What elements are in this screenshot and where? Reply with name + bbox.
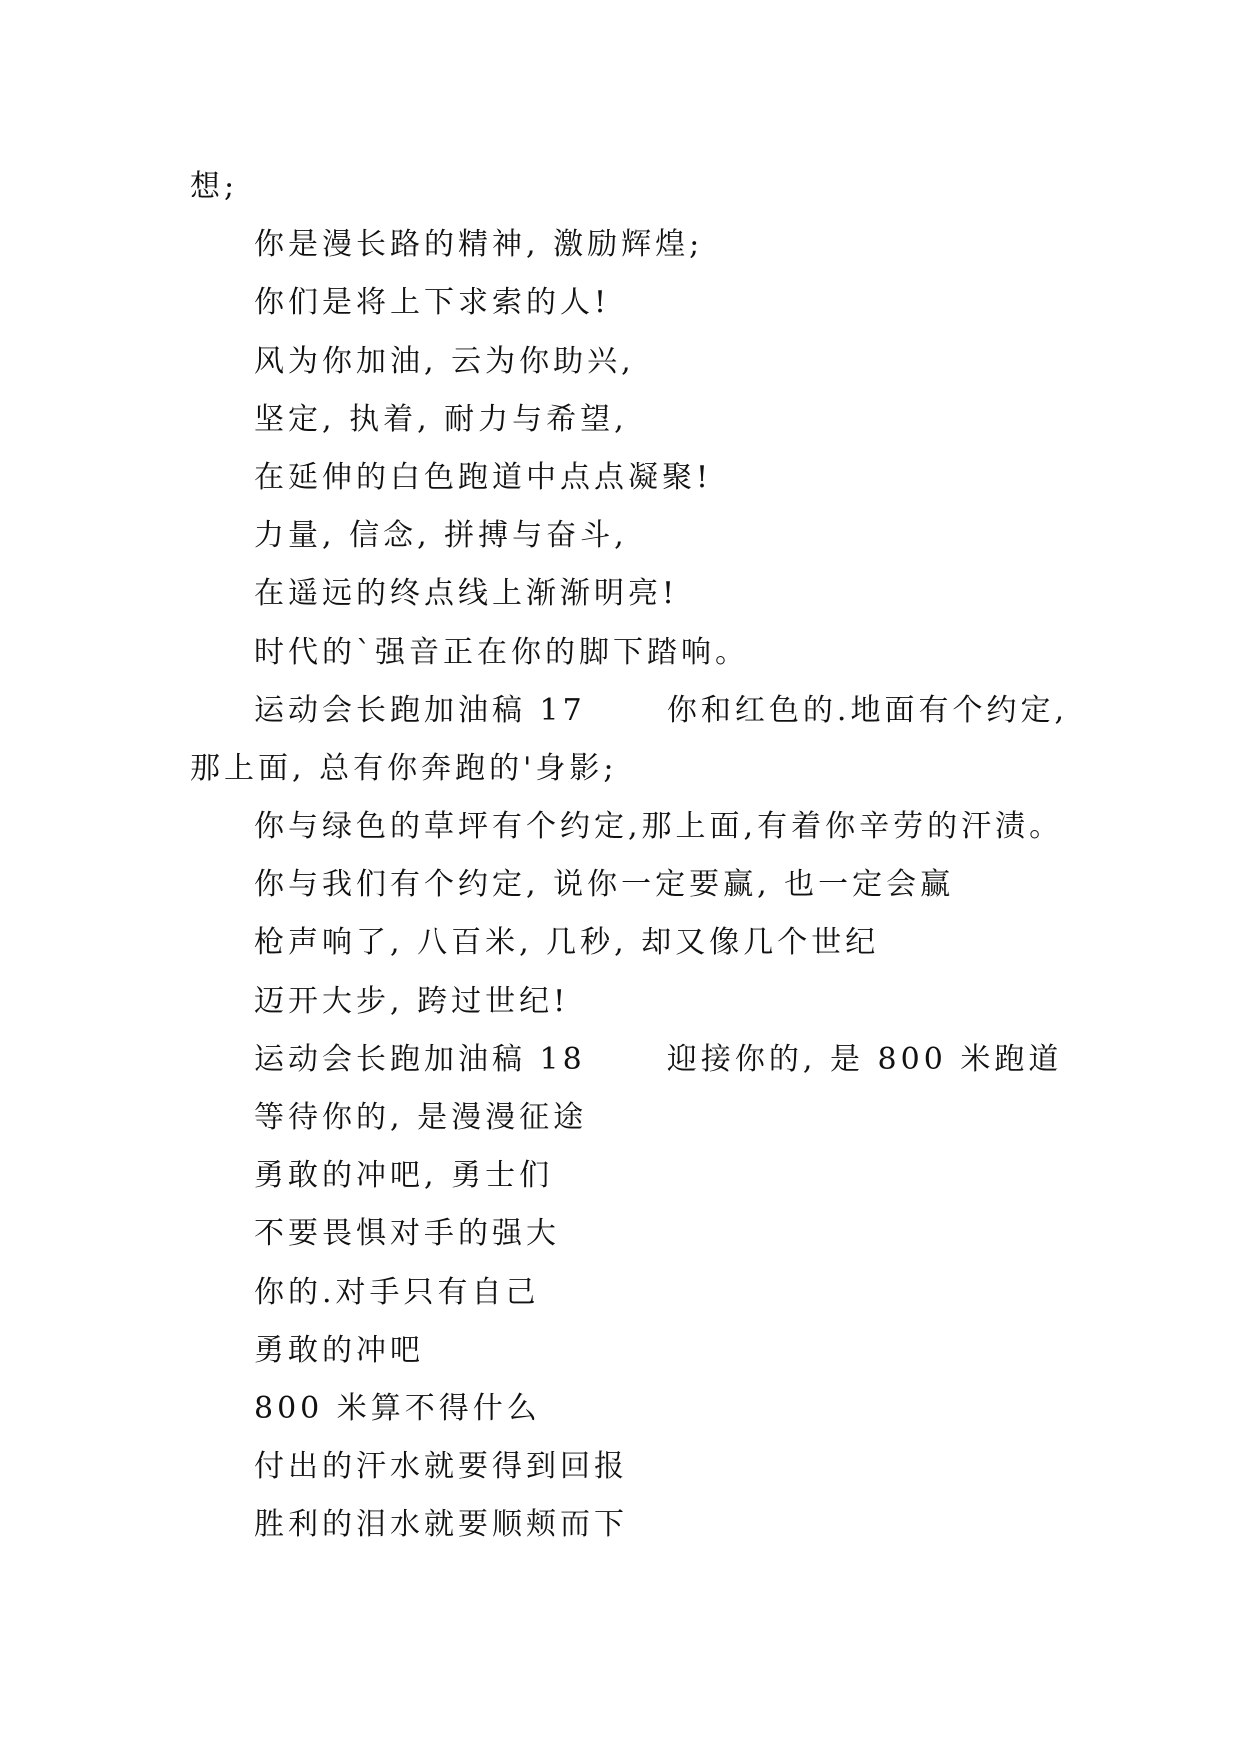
- text-line: 付出的汗水就要得到回报: [254, 1449, 628, 1485]
- text-line: 在遥远的终点线上渐渐明亮!: [254, 576, 679, 612]
- text-line: 不要畏惧对手的强大: [254, 1216, 560, 1252]
- text-line: 800 米算不得什么: [254, 1390, 541, 1426]
- section-heading-line: 运动会长跑加油稿 18 迎接你的, 是 800 米跑道: [254, 1041, 1063, 1077]
- text-line: 时代的`强音正在你的脚下踏响。: [254, 634, 749, 670]
- text-line: 风为你加油, 云为你助兴,: [254, 343, 635, 379]
- text-line: 那上面, 总有你奔跑的'身影;: [190, 750, 618, 786]
- text-line: 勇敢的冲吧, 勇士们: [254, 1158, 554, 1194]
- text-line: 你的.对手只有自己: [254, 1274, 540, 1310]
- text-line: 勇敢的冲吧: [254, 1332, 424, 1368]
- text-line: 你与绿色的草坪有个约定,那上面,有着你辛劳的汗渍。: [254, 809, 1064, 845]
- text-line: 力量, 信念, 拼搏与奋斗,: [254, 518, 628, 554]
- text-line: 想;: [190, 169, 239, 204]
- text-line: 在延伸的白色跑道中点点凝聚!: [254, 459, 713, 495]
- text-line: 坚定, 执着, 耐力与希望,: [254, 401, 628, 437]
- text-line: 等待你的, 是漫漫征途: [254, 1100, 588, 1135]
- section-heading-line: 运动会长跑加油稿 17 你和红色的.地面有个约定,: [254, 692, 1068, 728]
- text-line: 迈开大步, 跨过世纪!: [254, 983, 570, 1019]
- text-line: 你是漫长路的精神, 激励辉煌;: [254, 227, 704, 263]
- text-line: 你们是将上下求索的人!: [254, 285, 611, 321]
- text-line: 枪声响了, 八百米, 几秒, 却又像几个世纪: [254, 925, 880, 961]
- text-line: 胜利的泪水就要顺颊而下: [254, 1507, 628, 1543]
- document-body: [190, 158, 1070, 1555]
- text-line: 你与我们有个约定, 说你一定要赢, 也一定会赢: [254, 867, 955, 903]
